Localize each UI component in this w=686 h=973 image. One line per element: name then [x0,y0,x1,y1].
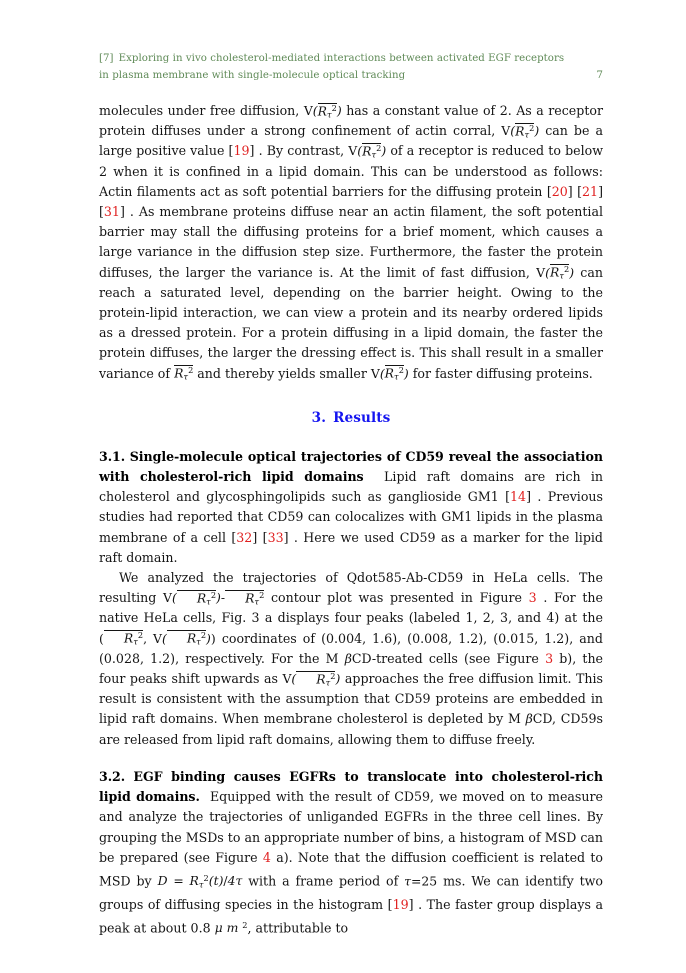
paragraph-text [99,568,603,750]
text-run: b), the four peaks shift upwards as [99,650,604,687]
math-v-rtau2: $V(R_\tau^2)$ [303,102,342,120]
running-header-title-line-1: Exploring in vivo cholesterol-mediated interactions between activated EGF receptors [118,53,565,64]
text-run: ] [ [99,183,603,220]
text-run: CD, CD59s are released from lipid raft domains, allowing them to diffuse freely. [99,711,603,747]
text-run: and thereby yields smaller [197,365,367,381]
text-run: CD-treated cells (see Figure [351,650,539,666]
citation-ref[interactable]: 19 [392,896,409,912]
text-run: ] . The faster group displays a peak at about 0.8 [99,896,604,936]
citation-ref[interactable]: 19 [233,143,250,159]
running-header-line-1 [99,50,603,67]
figure-ref[interactable]: 3 [528,590,537,606]
text-run: can be a large positive value [ [99,123,603,159]
math-coordinates-pair: ( $R_\tau^2$, V( $R_\tau^2$)) [99,630,216,647]
paragraph-text [99,447,603,568]
section-heading-results[interactable] [99,410,603,426]
text-run: ] . Previous studies had reported that CD59 can colocalizes with GM1 lipids in the plasma membrane of a cell [ [99,489,603,545]
citation-ref[interactable]: 21 [582,183,599,199]
figure-ref[interactable]: 4 [262,849,271,865]
body-paragraph-2 [99,568,603,750]
math-v-rtau2: V( $R_\tau^2$) [282,670,341,688]
text-run: ] . As membrane proteins diffuse near an actin filament, the soft potential barrier may stall the diffusing proteins for a brief moment, which causes a large variance in the diffusion step size. Furthermore, the faster the protein diffuses, the larger the variance is. At the limit of fast diffusion, [99,204,603,280]
page-number: 7 [596,69,603,81]
text-run: Lipid raft domains are rich in cholesterol and glycosphingolipids such as ganglioside GM1 [ [99,469,603,505]
subsection-3-2 [99,767,603,938]
text-run: has a constant value of 2. As a receptor protein diffuses under a strong confinement of actin corral, [99,103,603,139]
text-run: ] [ [252,529,268,545]
citation-ref[interactable]: 20 [551,183,568,199]
text-run: approaches the free diffusion limit. This result is consistent with the assumption that CD59 proteins are embedded in lipid raft domains. When membrane cholesterol is depleted by M [99,671,603,727]
math-micron-squared: μ m $^2$ [214,919,248,936]
text-run: ms. We can identify two groups of diffusing species in the histogram [ [99,873,603,912]
text-run: can reach a saturated level, depending on the barrier height. Owing to the protein-lipid interaction, we can view a protein and its nearby ordered lipids as a dressed protein. For a protein diffusing in a lipid domain, the faster the protein diffuses, the larger the dressing effect is. This shall result in a smaller variance of [99,264,603,381]
running-header [99,50,603,84]
section-title: Results [333,409,391,426]
citation-ref[interactable]: 14 [510,489,527,505]
math-frame-period: τ=25 [404,873,438,889]
text-run: of a receptor is reduced to below 2 when it is confined in a lipid domain. This can be understood as follows: Actin filaments act as soft potential barriers for the diffusing protein [ [99,143,603,199]
subsection-number: 3.2. [99,768,126,784]
math-v-rtau2: $V(R_\tau^2)$ [370,365,409,382]
paragraph-text [99,767,603,938]
text-run: ] . Here we used CD59 as a marker for the lipid raft domain. [99,529,603,565]
citation-ref[interactable]: 32 [236,529,253,545]
citation-ref[interactable]: 31 [103,204,120,220]
math-v-rtau2: $V(R_\tau^2)$ [348,143,387,160]
running-header-title-line-2: in plasma membrane with single-molecule optical tracking [99,70,406,81]
citation-ref[interactable]: 33 [267,529,284,545]
math-v-rtau2: $V(R_\tau^2)$ [536,264,575,281]
text-run: . For the native HeLa cells, Fig. 3 a displays four peaks (labeled 1, 2, 3, and 4) at the [99,590,603,626]
text-run: , attributable to [247,920,349,936]
math-beta: β [344,650,352,666]
subsection-title: Single-molecule optical trajectories of CD59 reveal the association with cholesterol-rich lipid domains [99,448,603,485]
math-v-rtau2: $V(R_\tau^2)$ [501,122,540,140]
text-run: for faster diffusing proteins. [412,365,593,381]
subsection-3-1 [99,447,603,568]
math-diffusion-coefficient: $D = R_\tau^2(t)/4\tau$ [157,872,243,890]
body-paragraph-1 [99,101,603,384]
subsection-number: 3.1. [99,448,126,464]
text-run: coordinates of (0.004, 1.6), (0.008, 1.2), (0.015, 1.2), and (0.028, 1.2), respectively. For the M [99,630,603,666]
figure-ref[interactable]: 3 [545,650,554,666]
text-run: ] . By contrast, [249,143,345,159]
math-rtau2: $R_\tau^2$ [174,365,194,382]
text-run: Equipped with the result of CD59, we moved on to measure and analyze the trajectories of unliganded EGFRs in the three cell lines. By grouping the MSDs to an appropriate number of bins, a histogram of MSD can be prepared (see Figure [99,789,603,865]
text-run: molecules under free diffusion, [99,103,300,118]
text-run: a). Note that the diffusion coefficient is related to MSD by [99,849,603,889]
text-run: contour plot was presented in Figure [270,590,522,606]
text-run: We analyzed the trajectories of Qdot585-Ab-CD59 in HeLa cells. The resulting [99,570,603,606]
math-v-rtau2-minus-rtau2: V( $R_\tau^2)-$ $R_\tau^2$ [163,590,265,607]
paragraph-text [99,101,603,384]
math-beta: β [525,711,533,727]
section-number: 3. [311,409,327,426]
text-run: ] [ [567,183,583,199]
text-run: with a frame period of [248,873,399,889]
page-content [99,50,603,938]
running-header-bracket: [7] [99,53,114,64]
subsection-title: EGF binding causes EGFRs to translocate into cholesterol-rich lipid domains. [99,768,603,805]
running-header-line-2 [99,67,603,84]
